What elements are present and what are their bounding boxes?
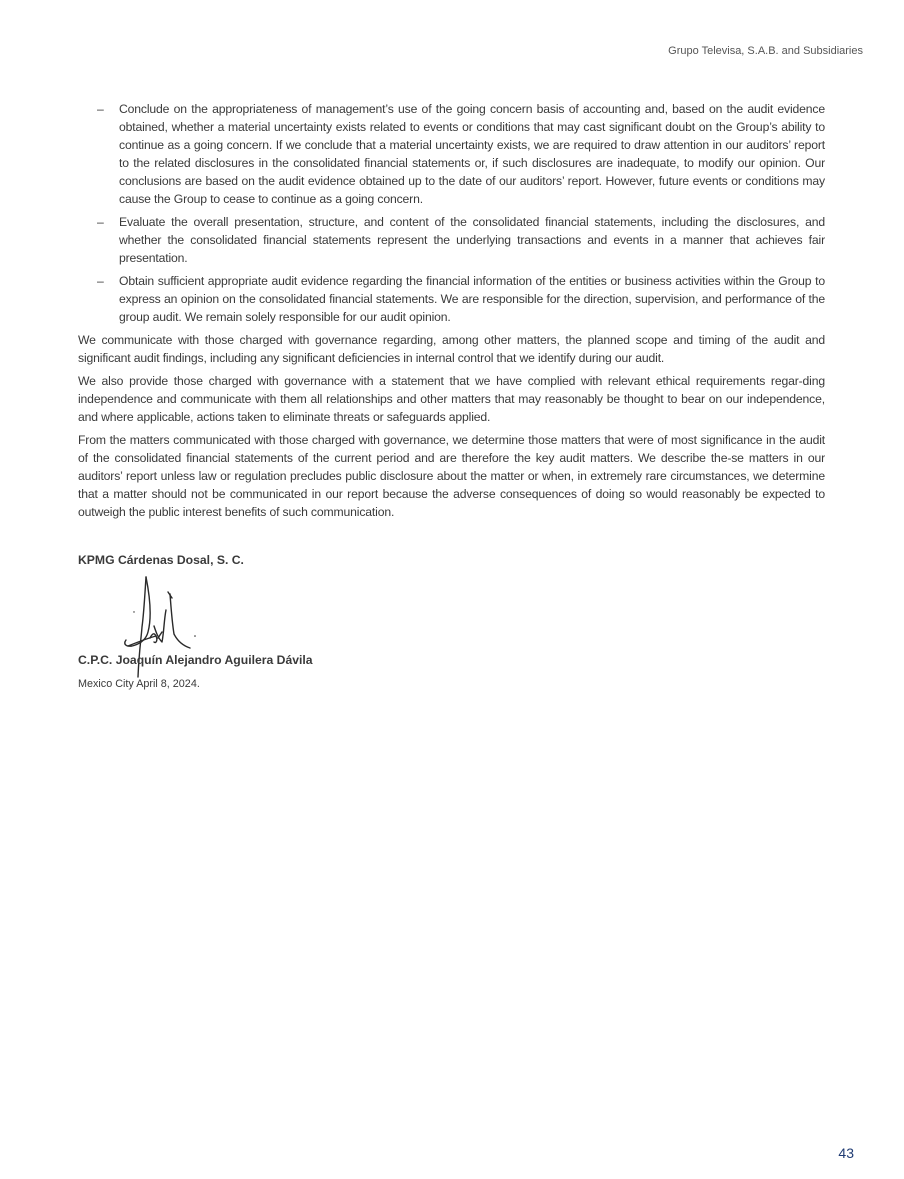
dash-marker: – (97, 274, 104, 288)
dash-marker: – (97, 215, 104, 229)
auditor-responsibilities-list (78, 100, 825, 326)
key-audit-matters-paragraph: From the matters communicated with those charged with governance, we determine those matters that were of most significance in the audit of the consolidated financial statements of the current period and are therefore the key audit matters. We describe the-se matters in our auditors’ report unless law or regulation precludes public disclosure about the matter or when, in extremely rare circumstances, we determine that a matter should not be communicated in our report because the adverse consequences of doing so would reasonably be expected to outweigh the public interest benefits of such communication. (78, 433, 825, 519)
running-header: Grupo Televisa, S.A.B. and Subsidiaries (668, 45, 863, 57)
place-and-date: Mexico City April 8, 2024. (78, 678, 200, 690)
audit-firm-name: KPMG Cárdenas Dosal, S. C. (78, 553, 244, 567)
signing-partner-name: C.P.C. Joaquín Alejandro Aguilera Dávila (78, 653, 313, 667)
list-item (78, 100, 825, 208)
list-item-text: Conclude on the appropriateness of management’s use of the going concern basis of accounting and, based on the audit evidence obtained, whether a material uncertainty exists related to events or conditions that may cast significant doubt on the Group’s ability to continue as a going concern. If we conclude that a material uncertainty exists, we are required to draw attention in our auditors’ report to the related disclosures in the consolidated financial statements or, if such disclosures are inadequate, to modify our opinion. Our conclusions are based on the audit evidence obtained up to the date of our auditors’ report. However, future events or conditions may cause the Group to cease to continue as a going concern. (119, 102, 825, 206)
dash-marker: – (97, 102, 104, 116)
page-number: 43 (838, 1145, 854, 1161)
list-item-text: Evaluate the overall presentation, structure, and content of the consolidated financial statements, including the disclosures, and whether the consolidated financial statements represent the underlying transactions and events in a manner that achieves fair presentation. (119, 215, 825, 265)
list-item (78, 272, 825, 326)
independence-statement-paragraph: We also provide those charged with governance with a statement that we have complied with relevant ethical requirements regar-ding independence and communicate with them all relationships and other matters that may reasonably be thought to bear on our independence, and where applicable, actions taken to eliminate threats or safeguards applied. (78, 374, 825, 424)
governance-communication-paragraph: We communicate with those charged with governance regarding, among other matters, the planned scope and timing of the audit and significant audit findings, including any significant deficiencies in internal control that we identify during our audit. (78, 333, 825, 365)
list-item-text: Obtain sufficient appropriate audit evidence regarding the financial information of the entities or business activities within the Group to express an opinion on the consolidated financial statements. We are responsible for the direction, supervision, and performance of the group audit. We remain solely responsible for our audit opinion. (119, 274, 825, 324)
list-item (78, 213, 825, 267)
report-body (78, 100, 825, 526)
